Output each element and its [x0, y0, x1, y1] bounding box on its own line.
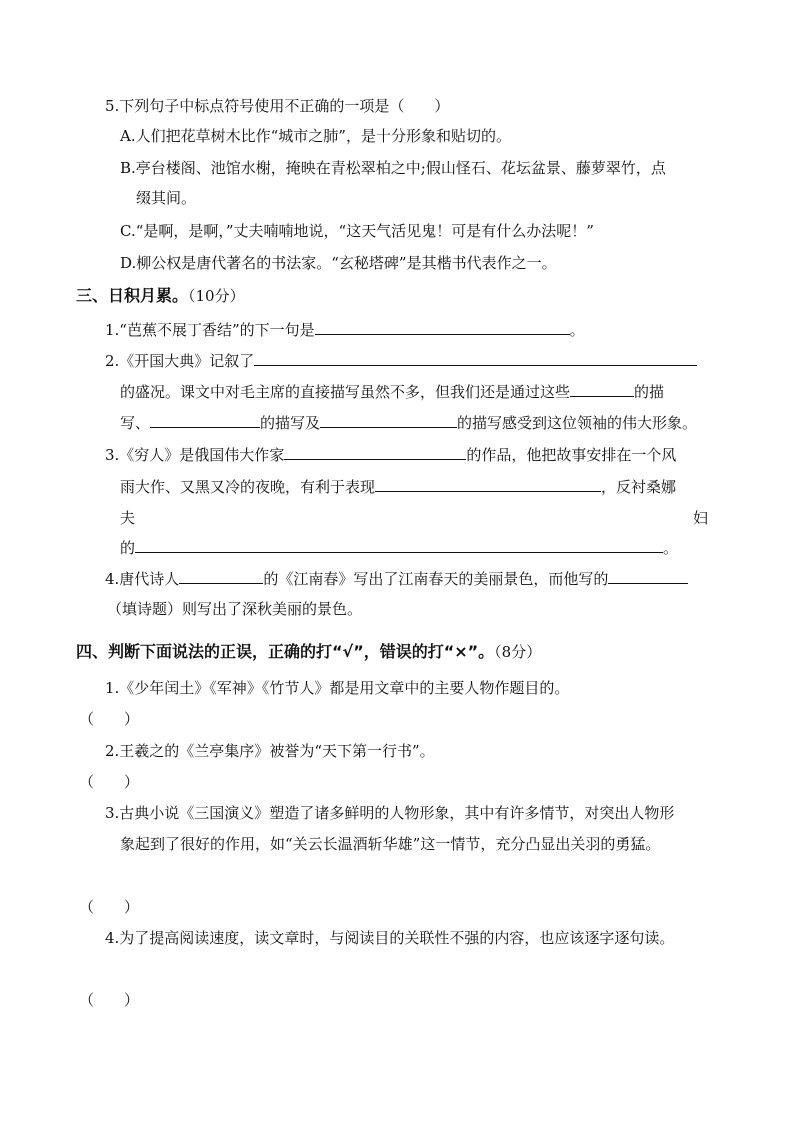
s3-q3-line3 — [120, 508, 708, 528]
s3-q3-line2 — [120, 476, 676, 497]
section4-points: （8分） — [494, 643, 542, 661]
s3-q2-text1: 2.《开国大典》记叙了 — [105, 352, 255, 370]
s3-q3-line1 — [105, 444, 676, 465]
s3-q2-text6: 的描写感受到这位领袖的伟大形象。 — [457, 414, 698, 432]
s3-q3-blank3[interactable] — [135, 537, 663, 553]
s3-q2-text2: 的盛况。课文中对毛主席的直接描写虽然不多，但我们还是通过这些 — [120, 383, 571, 401]
s3-q3-text8: 。 — [663, 539, 679, 557]
s3-q3-text2: 的作品，他把故事安排在一个风 — [466, 446, 677, 464]
q5-option-b-line1: B.亭台楼阁、池馆水榭，掩映在青松翠柏之中;假山怪石、花坛盆景、藤萝翠竹，点 — [120, 159, 666, 177]
s3-q2-text5: 的描写及 — [260, 414, 321, 432]
s3-q1 — [105, 319, 585, 340]
s3-q2-blank2[interactable] — [570, 381, 634, 397]
section3-heading — [76, 286, 245, 306]
s3-q3-blank2[interactable] — [375, 476, 601, 492]
s3-q3-text6: 妇 — [692, 509, 708, 527]
s3-q2-line2 — [120, 381, 664, 402]
s4-q4-answer-bracket[interactable]: （ ） — [79, 991, 140, 1009]
s4-q2: 2.王羲之的《兰亭集序》被誉为“天下第一行书”。 — [105, 742, 435, 760]
s3-q4-line1 — [105, 568, 688, 589]
s3-q3-text3: 雨大作、又黑又冷的夜晚，有利于表现 — [120, 478, 376, 496]
q5-option-c: C.“是啊，是啊，”丈夫喃喃地说，“这天气活见鬼！可是有什么办法呢！” — [120, 222, 594, 240]
s3-q4-line2: （填诗题）则写出了深秋美丽的景色。 — [107, 600, 363, 618]
s3-q3-text5: 夫 — [120, 509, 136, 527]
s4-q1-answer-bracket[interactable]: （ ） — [79, 710, 140, 728]
s3-q2-blank4[interactable] — [320, 412, 457, 428]
q5-option-d: D.柳公权是唐代著名的书法家。“玄秘塔碑”是其楷书代表作之一。 — [120, 254, 557, 272]
s4-q4: 4.为了提高阅读速度，读文章时，与阅读目的关联性不强的内容，也应该逐字逐句读。 — [105, 929, 675, 947]
s3-q4-text2: 的《江南春》写出了江南春天的美丽景色，而他写的 — [263, 570, 609, 588]
s3-q2-line3 — [120, 412, 697, 433]
s3-q3-text7: 的 — [120, 539, 136, 557]
s3-q3-text4: ，反衬桑娜 — [601, 478, 677, 496]
s3-q3-line4 — [120, 537, 678, 558]
q5-option-b-line2: 缀其间。 — [136, 189, 197, 207]
s3-q1-blank[interactable] — [315, 319, 570, 335]
s3-q4-blank2[interactable] — [608, 568, 688, 584]
s4-q1: 1.《少年闰土》《军神》《竹节人》都是用文章中的主要人物作题目的。 — [105, 679, 570, 697]
s3-q2-text3: 的描 — [634, 383, 665, 401]
s3-q2-blank3[interactable] — [150, 412, 260, 428]
s3-q4-blank1[interactable] — [179, 568, 263, 584]
s3-q2-blank1[interactable] — [254, 350, 697, 366]
s4-q3-answer-bracket[interactable]: （ ） — [79, 898, 140, 916]
s3-q4-text1: 4.唐代诗人 — [105, 570, 180, 588]
s4-q3-line1: 3.古典小说《三国演义》塑造了诸多鲜明的人物形象，其中有许多情节，对突出人物形 — [105, 804, 675, 822]
s3-q3-text1: 3.《穷人》是俄国伟大作家 — [105, 446, 285, 464]
s3-q2-line1 — [105, 350, 697, 371]
s3-q2-text4: 写、 — [120, 414, 151, 432]
s3-q1-text: 1.“芭蕉不展丁香结”的下一句是 — [105, 321, 315, 339]
section4-heading — [76, 642, 541, 662]
s3-q1-end: 。 — [569, 321, 585, 339]
section3-points: （10分） — [188, 287, 245, 305]
section3-title: 三、日积月累。 — [76, 286, 189, 305]
s4-q3-line2: 象起到了很好的作用，如“关云长温酒斩华雄”这一情节，充分凸显出关羽的勇猛。 — [120, 835, 661, 853]
s4-q2-answer-bracket[interactable]: （ ） — [79, 773, 140, 791]
q5-stem: 5.下列句子中标点符号使用不正确的一项是（ ） — [105, 97, 450, 115]
section4-title: 四、判断下面说法的正误，正确的打“√”，错误的打“×”。 — [76, 642, 495, 661]
s3-q3-blank1[interactable] — [284, 444, 466, 460]
q5-option-a: A.人们把花草树木比作“城市之肺”，是十分形象和贴切的。 — [120, 127, 511, 145]
